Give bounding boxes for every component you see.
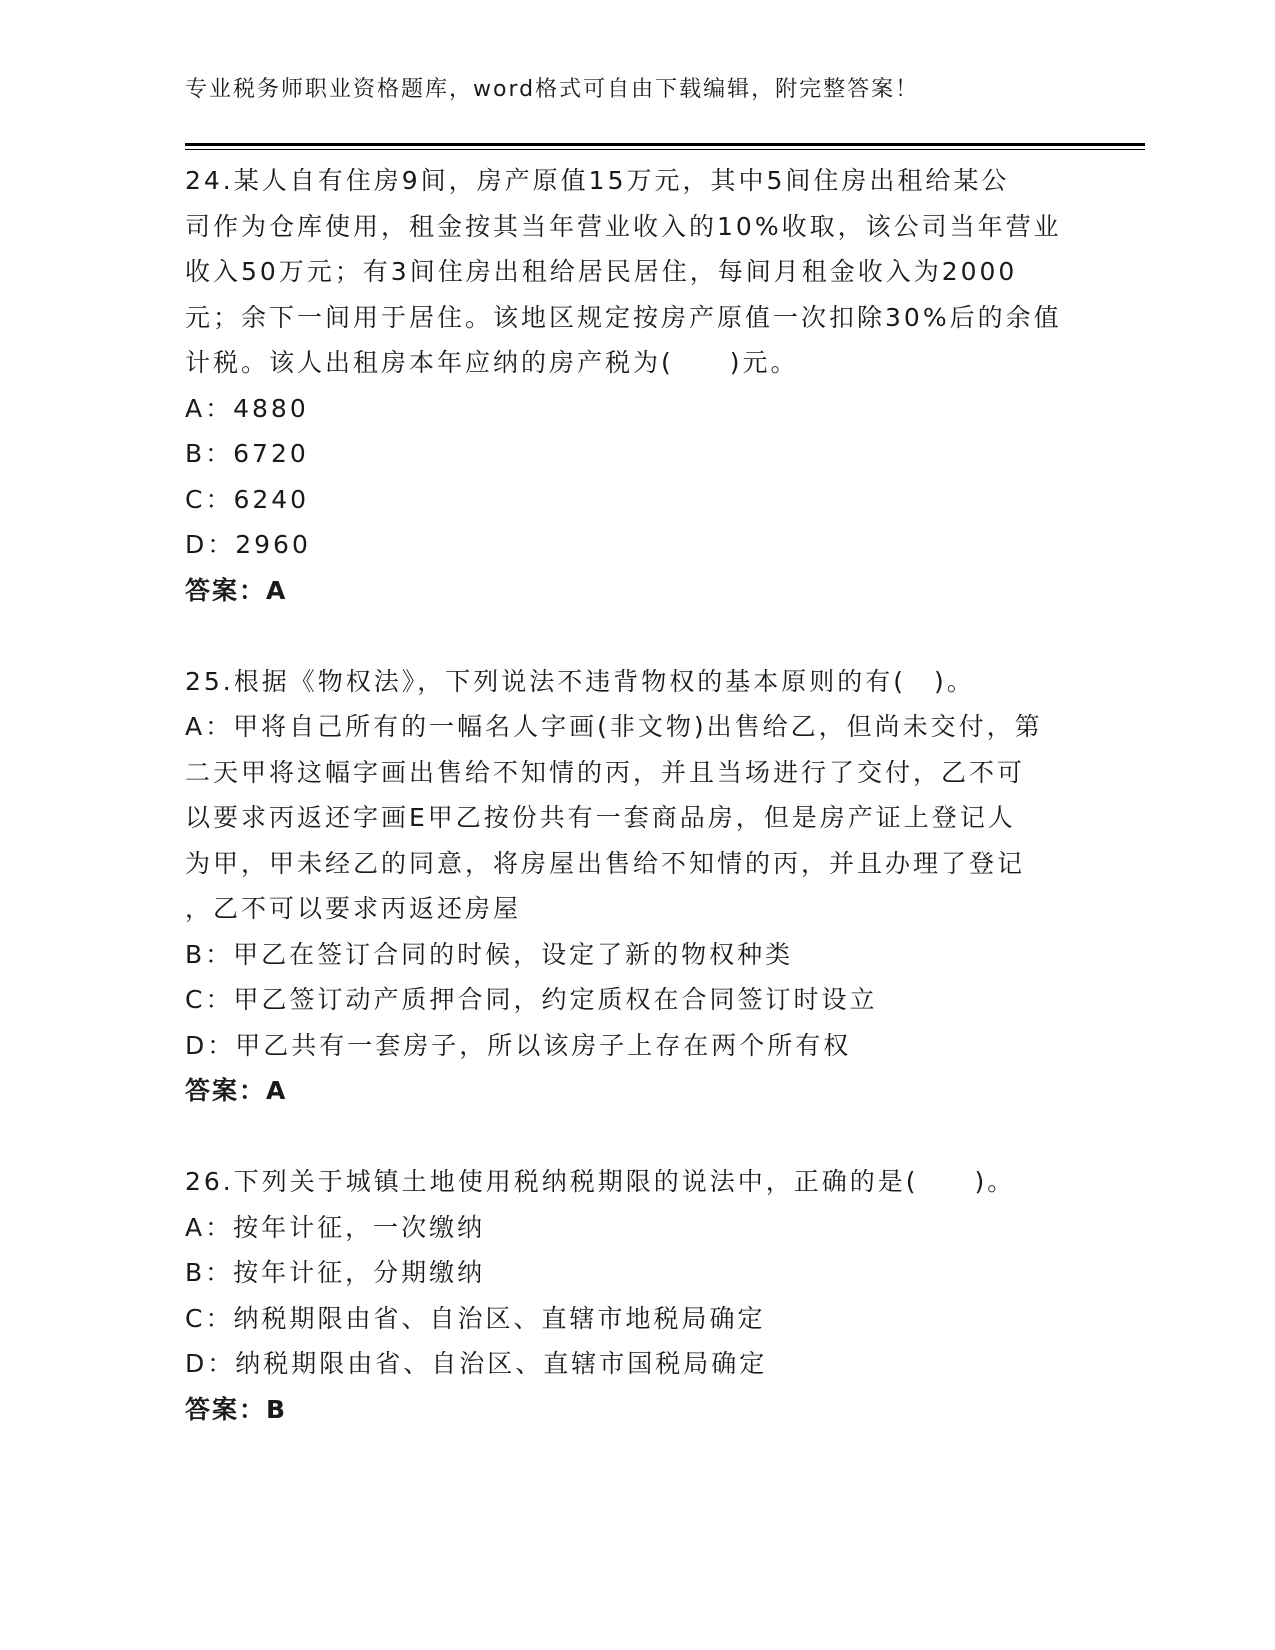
question-spacer — [185, 613, 1085, 659]
question-24-option-a: A：4880 — [185, 393, 309, 423]
question-25 — [185, 659, 1085, 1114]
question-25-option-c: C：甲乙签订动产质押合同，约定质权在合同签订时设立 — [185, 985, 878, 1014]
question-24-answer: 答案：A — [185, 575, 288, 605]
question-26-option-b: B：按年计征，分期缴纳 — [185, 1258, 486, 1287]
question-26-line-1: 26.下列关于城镇土地使用税纳税期限的说法中，正确的是( )。 — [185, 1167, 1016, 1196]
question-24-line-5: 计税。该人出租房本年应纳的房产税为( )元。 — [185, 348, 799, 377]
question-26-answer: 答案：B — [185, 1394, 288, 1424]
question-25-answer: 答案：A — [185, 1076, 288, 1105]
question-26-option-a: A：按年计征，一次缴纳 — [185, 1212, 486, 1242]
question-spacer — [185, 1114, 1085, 1160]
question-25-option-a-line-1: A：甲将自己所有的一幅名人字画(非文物)出售给乙，但尚未交付，第 — [185, 712, 1043, 741]
question-26-option-c: C：纳税期限由省、自治区、直辖市地税局确定 — [185, 1303, 766, 1333]
header-rule-thin — [185, 149, 1145, 150]
question-24-line-4: 元；余下一间用于居住。该地区规定按房产原值一次扣除30%后的余值 — [185, 302, 1062, 332]
question-26-option-d: D：纳税期限由省、自治区、直辖市国税局确定 — [185, 1349, 768, 1378]
header-rule-thick — [185, 143, 1145, 146]
question-25-option-a-line-5: ，乙不可以要求丙返还房屋 — [185, 894, 522, 923]
question-25-line-1: 25.根据《物权法》，下列说法不违背物权的基本原则的有( )。 — [185, 666, 975, 696]
page-header: 专业税务师职业资格题库，word格式可自由下载编辑，附完整答案！ — [185, 77, 920, 102]
question-24-option-d: D：2960 — [185, 530, 311, 559]
question-25-option-a-line-3: 以要求丙返还字画E甲乙按份共有一套商品房，但是房产证上登记人 — [185, 803, 1016, 832]
question-25-option-a-line-2: 二天甲将这幅字画出售给不知情的丙，并且当场进行了交付，乙不可 — [185, 757, 1026, 787]
question-25-option-b: B：甲乙在签订合同的时候，设定了新的物权种类 — [185, 939, 794, 969]
question-24-option-b: B：6720 — [185, 439, 309, 468]
question-25-option-a-line-4: 为甲，甲未经乙的同意，将房屋出售给不知情的丙，并且办理了登记 — [185, 848, 1026, 878]
question-24-line-1: 24.某人自有住房9间，房产原值15万元，其中5间住房出租给某公 — [185, 166, 1010, 195]
question-26 — [185, 1159, 1085, 1432]
question-24 — [185, 158, 1085, 613]
question-25-option-d: D：甲乙共有一套房子，所以该房子上存在两个所有权 — [185, 1030, 852, 1060]
question-list — [185, 158, 1085, 1432]
question-24-option-c: C：6240 — [185, 484, 310, 514]
question-24-line-2: 司作为仓库使用，租金按其当年营业收入的10%收取，该公司当年营业 — [185, 211, 1062, 241]
question-24-line-3: 收入50万元；有3间住房出租给居民居住，每间月租金收入为2000 — [185, 257, 1018, 286]
